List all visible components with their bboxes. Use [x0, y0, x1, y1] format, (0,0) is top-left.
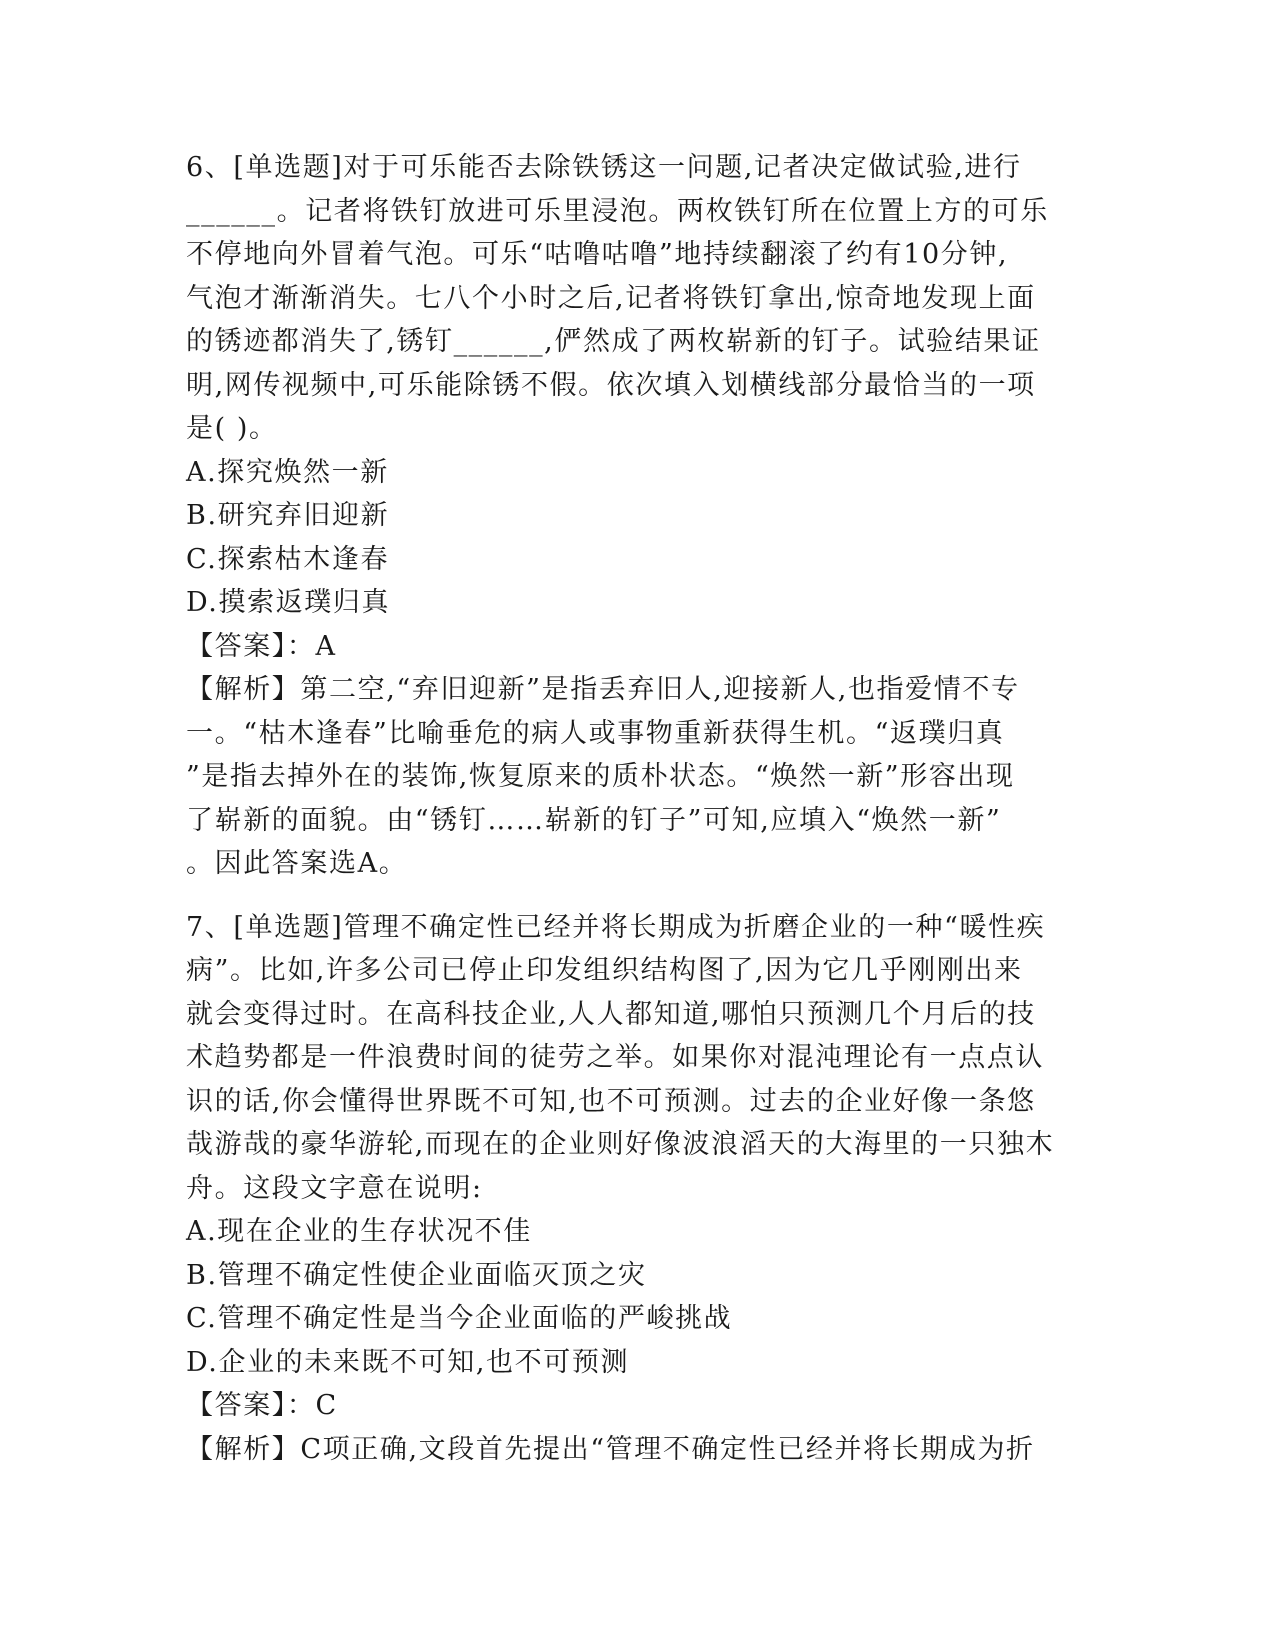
question-6 [186, 146, 1086, 886]
option-d: D.摸索返璞归真 [186, 587, 391, 618]
stem-line: 7、[单选题]管理不确定性已经并将长期成为折磨企业的一种“暖性疾 [186, 911, 1046, 943]
stem-line: ______。记者将铁钉放进可乐里浸泡。两枚铁钉所在位置上方的可乐 [186, 195, 1049, 227]
question-7-stem [186, 906, 1086, 1211]
question-7-answer: 【答案】：C [186, 1390, 338, 1421]
analysis-line: 。因此答案选A。 [186, 848, 408, 879]
stem-line: 病”。比如,许多公司已停止印发组织结构图了,因为它几乎刚刚出来 [186, 955, 1023, 986]
question-6-stem [186, 146, 1086, 451]
option-c: C.管理不确定性是当今企业面临的严峻挑战 [186, 1303, 733, 1334]
question-6-analysis [186, 668, 1086, 886]
stem-line: 气泡才渐渐消失。七八个小时之后,记者将铁钉拿出,惊奇地发现上面 [186, 282, 1036, 314]
stem-line: 的锈迹都消失了,锈钉______,俨然成了两枚崭新的钉子。试验结果证 [186, 326, 1041, 357]
stem-line: 术趋势都是一件浪费时间的徒劳之举。如果你对混沌理论有一点点认 [186, 1042, 1044, 1073]
question-7 [186, 906, 1086, 1472]
analysis-line: 【解析】C项正确,文段首先提出“管理不确定性已经并将长期成为折 [186, 1433, 1035, 1465]
stem-line: 哉游哉的豪华游轮,而现在的企业则好像波浪滔天的大海里的一只独木 [186, 1129, 1055, 1160]
option-b: B.管理不确定性使企业面临灭顶之灾 [186, 1259, 647, 1291]
question-6-options [186, 451, 1086, 625]
stem-line: 明,网传视频中,可乐能除锈不假。依次填入划横线部分最恰当的一项 [186, 369, 1036, 401]
stem-line: 不停地向外冒着气泡。可乐“咕噜咕噜”地持续翻滚了约有10分钟, [186, 239, 1009, 270]
question-7-options [186, 1210, 1086, 1384]
option-d: D.企业的未来既不可知,也不可预测 [186, 1346, 630, 1378]
question-6-answer: 【答案】：A [186, 630, 337, 662]
document-page [186, 146, 1086, 1471]
option-a: A.探究焕然一新 [186, 456, 389, 488]
analysis-line: 了崭新的面貌。由“锈钉……崭新的钉子”可知,应填入“焕然一新” [186, 804, 1002, 836]
option-c: C.探索枯木逢春 [186, 543, 390, 575]
option-a: A.现在企业的生存状况不佳 [186, 1216, 532, 1247]
analysis-line: 一。“枯木逢春”比喻垂危的病人或事物重新获得生机。“返璞归真 [186, 717, 1005, 749]
stem-line: 是( )。 [186, 413, 278, 444]
question-7-analysis [186, 1428, 1086, 1472]
option-b: B.研究弃旧迎新 [186, 500, 390, 531]
stem-line: 识的话,你会懂得世界既不可知,也不可预测。过去的企业好像一条悠 [186, 1085, 1036, 1117]
stem-line: 就会变得过时。在高科技企业,人人都知道,哪怕只预测几个月后的技 [186, 998, 1036, 1030]
question-separator [186, 886, 1086, 906]
analysis-line: 【解析】第二空,“弃旧迎新”是指丢弃旧人,迎接新人,也指爱情不专 [186, 674, 1020, 705]
stem-line: 6、[单选题]对于可乐能否去除铁锈这一问题,记者决定做试验,进行 [186, 152, 1022, 183]
analysis-line: ”是指去掉外在的装饰,恢复原来的质朴状态。“焕然一新”形容出现 [186, 761, 1015, 792]
stem-line: 舟。这段文字意在说明: [186, 1172, 483, 1204]
